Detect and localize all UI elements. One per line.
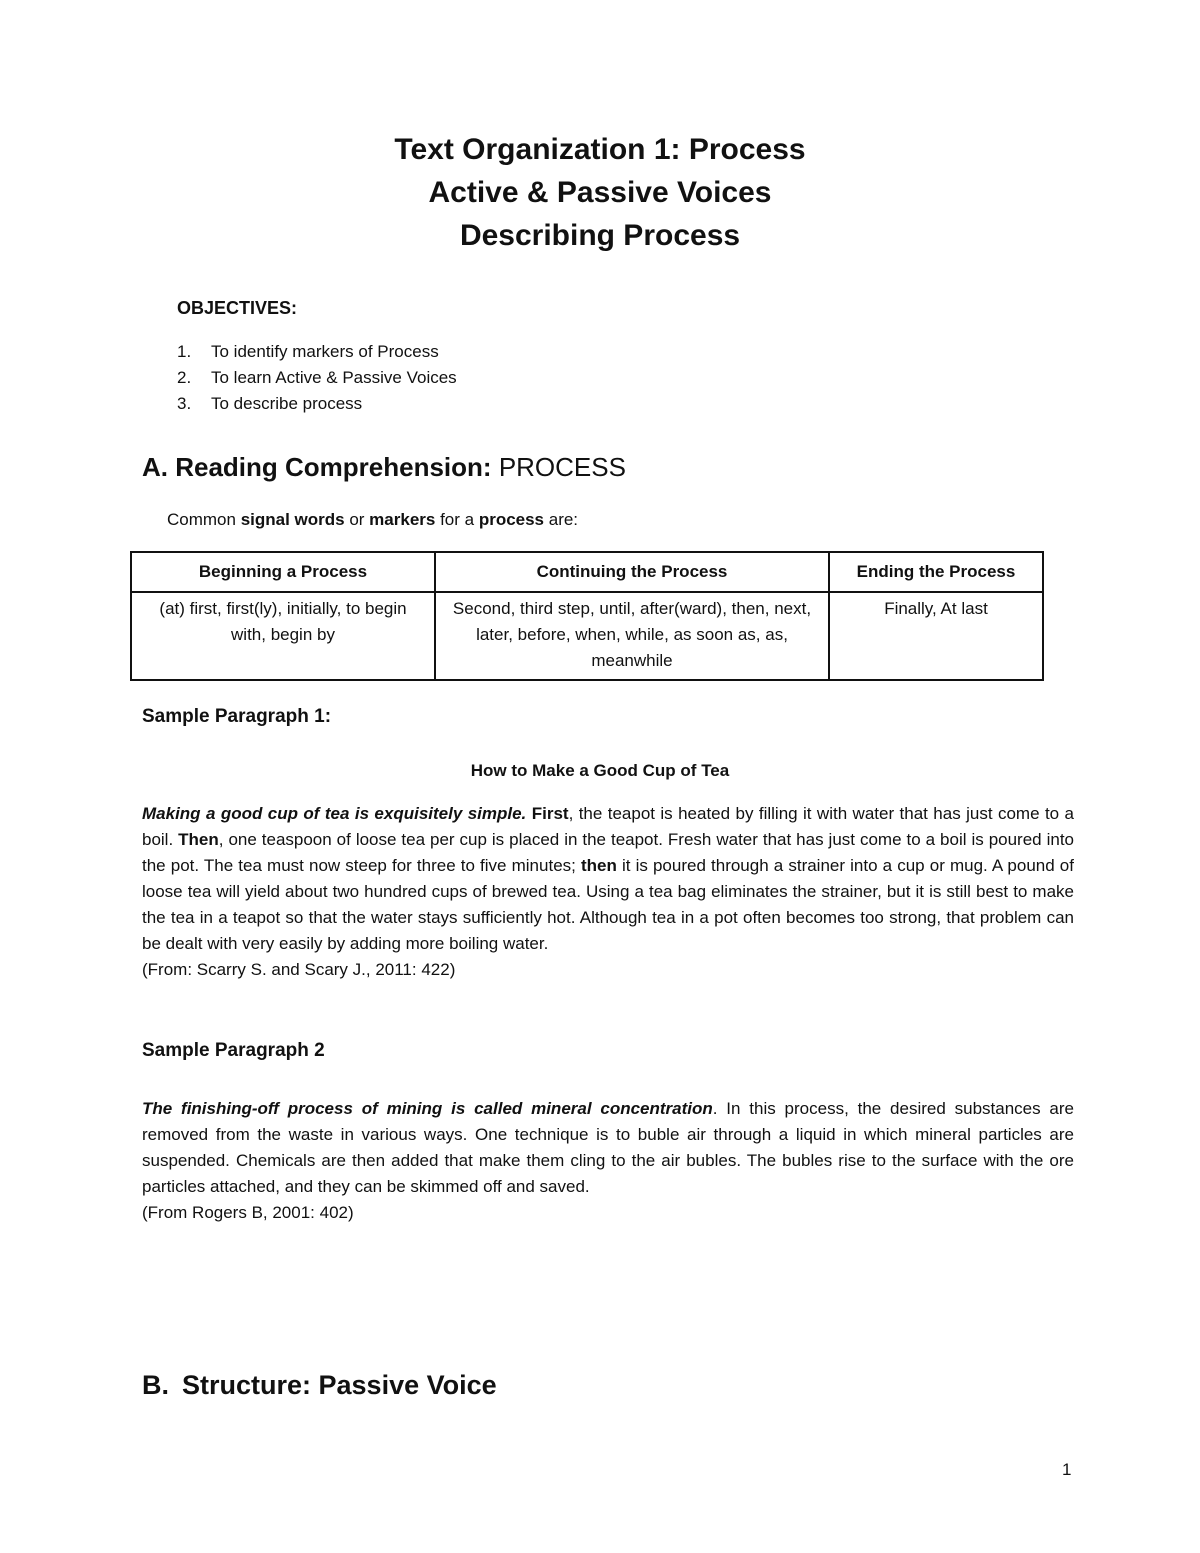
signal-words-intro (167, 510, 578, 530)
marker-then: Then (178, 830, 219, 849)
table-row (131, 592, 1043, 680)
objective-number: 3. (177, 394, 192, 413)
objective-text: To learn Active & Passive Voices (211, 368, 457, 387)
paragraph-lead-sentence: Making a good cup of tea is exquisitely simple. (142, 804, 527, 823)
citation: (From: Scarry S. and Scary J., 2011: 422) (142, 960, 456, 979)
objective-number: 2. (177, 368, 192, 387)
paragraph-text: , one teaspoon of loose tea per cup is placed in the teapot. Fresh water that has just come to a boil is poured into the pot. The tea must now steep for three to five minutes; (142, 830, 1074, 875)
paragraph-lead-sentence: The finishing-off process of mining is called mineral concentration (142, 1099, 713, 1118)
signal-words-term: signal words (240, 510, 345, 529)
section-b-heading (142, 1370, 497, 1401)
signal-text: are: (544, 510, 579, 529)
section-a-topic: PROCESS (498, 452, 626, 482)
section-a-label: A. Reading Comprehension: (142, 452, 499, 482)
table-cell: Finally, At last (829, 592, 1043, 680)
table-header-cell: Continuing the Process (435, 552, 829, 592)
table-header-row (131, 552, 1043, 592)
signal-text: Common (167, 510, 241, 529)
objectives-heading: OBJECTIVES: (177, 298, 298, 318)
paragraph-text: it is poured through a strainer into a cup or mug. A pound of loose tea will yield about two hundred cups of brewed tea. Using a tea bag eliminates the strainer, but it is still best to make the tea in a teapot so that the water stays sufficiently hot. Although tea in a pot often becomes too strong, that problem can be dealt with very easily by adding more boiling water. (142, 856, 1074, 953)
objective-text: To describe process (211, 394, 363, 413)
marker-first: First (531, 804, 569, 823)
markers-term: markers (369, 510, 436, 529)
objective-item (177, 339, 457, 365)
sample-paragraph-2-heading: Sample Paragraph 2 (142, 1040, 325, 1061)
objective-item (177, 365, 457, 391)
title-line-1: Text Organization 1: Process (394, 133, 806, 166)
process-term: process (478, 510, 545, 529)
marker-then: then (580, 856, 617, 875)
sample-paragraph-1-title: How to Make a Good Cup of Tea (470, 761, 730, 780)
signal-text: or (344, 510, 370, 529)
table-cell: Second, third step, until, after(ward), then, next, later, before, when, while, as soon as, as, meanwhile (435, 592, 829, 680)
table-header-cell: Beginning a Process (131, 552, 435, 592)
objective-number: 1. (177, 342, 192, 361)
process-markers-table (130, 551, 1044, 681)
title-line-3: Describing Process (459, 219, 741, 252)
paragraph-text: . In this process, the desired substances are removed from the waste in various ways. One technique is to buble air through a liquid in which mineral particles are suspended. Chemicals are then added that make them cling to the air bubles. The bubles rise to the surface with the ore particles attached, and they can be skimmed off and saved. (142, 1099, 1074, 1196)
citation: (From Rogers B, 2001: 402) (142, 1203, 354, 1222)
objectives-section (177, 298, 457, 417)
objective-text: To identify markers of Process (211, 342, 439, 361)
sample-paragraph-1-body (142, 801, 1074, 983)
section-b-title: Structure: Passive Voice (182, 1370, 497, 1400)
page-number: 1 (1062, 1460, 1072, 1479)
document-title-block (0, 128, 1200, 257)
objectives-list (177, 339, 457, 417)
table-header-cell: Ending the Process (829, 552, 1043, 592)
sample-paragraph-1-heading: Sample Paragraph 1: (142, 706, 332, 727)
section-b-letter: B. (142, 1370, 169, 1400)
section-a-heading (142, 452, 626, 483)
table-cell: (at) first, first(ly), initially, to begin with, begin by (131, 592, 435, 680)
signal-text: for a (435, 510, 479, 529)
paragraph-text: , the teapot is heated by filling it with water that has just come to a boil. (142, 804, 1074, 849)
sample-paragraph-2-body (142, 1096, 1074, 1226)
objective-item (177, 391, 457, 417)
title-line-2: Active & Passive Voices (428, 176, 772, 209)
